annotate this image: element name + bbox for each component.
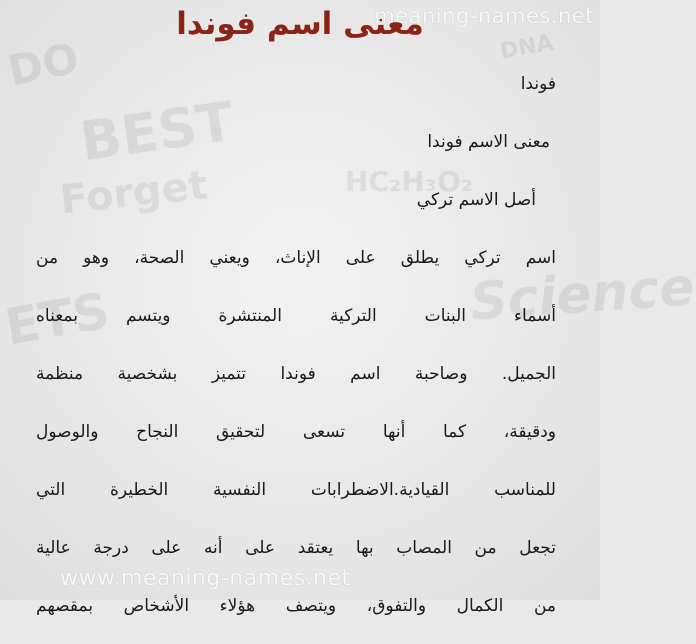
- article-body: [36, 64, 556, 644]
- doodle-text-decoration: Forget: [58, 162, 210, 224]
- doodle-text-decoration: HC₂H₃O₂: [345, 165, 474, 198]
- paragraph-line: من الكمال والتفوق، ويتصف هؤلاء الأشخاص بمقصهم: [36, 596, 556, 616]
- paragraph-line: تجعل من المصاب بها يعتقد على أنه على درجة عالية: [36, 538, 556, 558]
- paragraph-line: أسماء البنات التركية المنتشرة ويتسم بمعناه: [36, 306, 556, 326]
- paragraph-line: الجميل. وصاحبة اسم فوندا تتميز بشخصية منظمة: [36, 364, 556, 384]
- paragraph-line: اسم تركي يطلق على الإناث، ويعني الصحة، وهو من: [36, 248, 556, 268]
- doodle-text-decoration: BEST: [76, 89, 238, 174]
- name-meaning-heading: معنى الاسم فوندا: [427, 132, 550, 152]
- name-origin-line: أصل الاسم تركي: [416, 190, 536, 210]
- watermark-bottom: www.meaning-names.net: [60, 566, 351, 591]
- paragraph-line: للمناسب القيادية.الاضطرابات النفسية الخطيرة التي: [36, 480, 556, 500]
- doodle-text-decoration: Science: [468, 257, 696, 333]
- paragraph-line: ودقيقة، كما أنها تسعى لتحقيق النجاح والوصول: [36, 422, 556, 442]
- doodle-text-decoration: DO: [3, 33, 83, 96]
- name-line: فوندا: [520, 74, 556, 94]
- watermark-top: meaning-names.net: [374, 4, 594, 28]
- doodle-text-decoration: ETS: [0, 281, 114, 357]
- page-title: معنى اسم فوندا: [176, 6, 424, 42]
- doodle-text-decoration: DNA: [498, 30, 556, 65]
